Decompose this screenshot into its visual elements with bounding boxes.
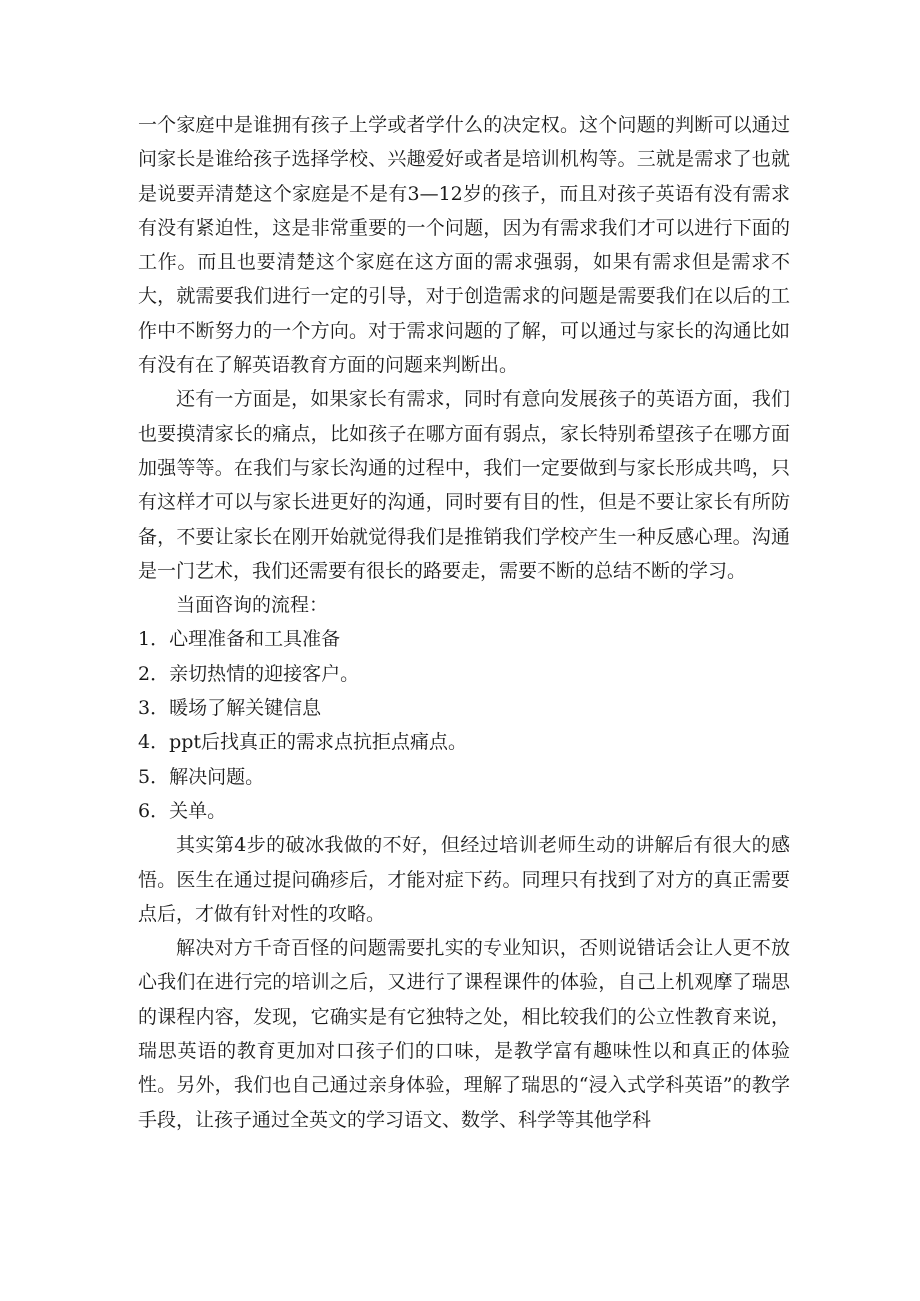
process-step-3: 3．暖场了解关键信息 [138, 697, 322, 720]
document-body [138, 108, 790, 1137]
paragraph-course-experience: 解决对方千奇百怪的问题需要扎实的专业知识，否则说错话会让人更不放心我们在进行完的培训之后，又进行了课程课件的体验，自己上机观摩了瑞思的课程内容，发现，它确实是有它独特之处，相比较我们的公立性教育来说，瑞思英语的教育更加对口孩子们的口味，是教学富有趣味性以和真正的体验性。另外，我们也自己通过亲身体验，理解了瑞思的“浸入式学科英语”的教学手段，让孩子通过全英文的学习语文、数学、科学等其他学科 [138, 937, 790, 1131]
consultation-process-heading: 当面咨询的流程： [176, 594, 329, 617]
process-step-4: 4．ppt后找真正的需求点抗拒点痛点。 [138, 731, 468, 754]
paragraph-reflection: 其实第4步的破冰我做的不好，但经过培训老师生动的讲解后有很大的感悟。医生在通过提问确疹后，才能对症下药。同理只有找到了对方的真正需要点后，才做有针对性的攻略。 [138, 834, 790, 925]
paragraph-continuation: 一个家庭中是谁拥有孩子上学或者学什么的决定权。这个问题的判断可以通过问家长是谁给孩子选择学校、兴趣爱好或者是培训机构等。三就是需求了也就是说要弄清楚这个家庭是不是有3—12岁的孩子，而且对孩子英语有没有需求有没有紧迫性，这是非常重要的一个问题，因为有需求我们才可以进行下面的工作。而且也要清楚这个家庭在这方面的需求强弱，如果有需求但是需求不大，就需要我们进行一定的引导，对于创造需求的问题是需要我们在以后的工作中不断努力的一个方向。对于需求问题的了解，可以通过与家长的沟通比如有没有在了解英语教育方面的问题来判断出。 [138, 114, 790, 377]
paragraph-parent-needs: 还有一方面是，如果家长有需求，同时有意向发展孩子的英语方面，我们也要摸清家长的痛点，比如孩子在哪方面有弱点，家长特别希望孩子在哪方面加强等等。在我们与家长沟通的过程中，我们一定要做到与家长形成共鸣，只有这样才可以与家长进更好的沟通，同时要有目的性，但是不要让家长有所防备，不要让家长在刚开始就觉得我们是推销我们学校产生一种反感心理。沟通是一门艺术，我们还需要有很长的路要走，需要不断的总结不断的学习。 [138, 388, 790, 582]
process-step-2: 2．亲切热情的迎接客户。 [138, 662, 360, 685]
process-step-5: 5．解决问题。 [138, 765, 265, 788]
process-step-6: 6．关单。 [138, 799, 227, 822]
process-step-1: 1．心理准备和工具准备 [138, 628, 341, 651]
